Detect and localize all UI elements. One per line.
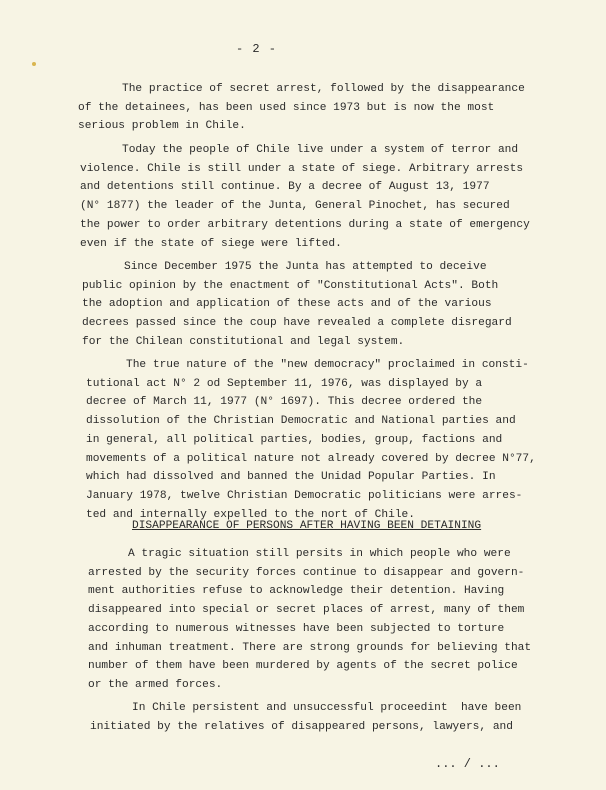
page-number: - 2 - <box>236 42 278 56</box>
paragraph-3 <box>82 258 568 352</box>
text-line: In Chile persistent and unsuccessful proceedint have been <box>132 702 522 714</box>
text-line: Since December 1975 the Junta has attempted to deceive <box>124 261 487 273</box>
paragraph-1 <box>78 80 568 136</box>
paragraph-2 <box>80 141 568 253</box>
text-line: of the detainees, has been used since 1973 but is now the most <box>78 101 495 114</box>
text-line: initiated by the relatives of disappeared persons, lawyers, and <box>90 720 513 733</box>
text-line: The practice of secret arrest, followed by the disappearance <box>122 83 525 95</box>
text-line: the power to order arbitrary detentions during a state of emergency <box>80 218 530 231</box>
paragraph-6 <box>90 699 568 736</box>
text-line: according to numerous witnesses have been subjected to torture <box>88 622 505 635</box>
text-line: or the armed forces. <box>88 678 223 691</box>
margin-mark <box>32 62 36 66</box>
text-line: which had dissolved and banned the Unidad Popular Parties. In <box>86 471 496 484</box>
text-line: for the Chilean constitutional and legal system. <box>82 335 405 348</box>
text-line: disappeared into special or secret places of arrest, many of them <box>88 604 525 617</box>
text-line: decrees passed since the coup have revealed a complete disregard <box>82 317 512 330</box>
text-line: even if the state of siege were lifted. <box>80 237 342 250</box>
text-line: ted and internally expelled to the nort of Chile. <box>86 508 415 521</box>
paragraph-5 <box>88 545 568 695</box>
text-line: January 1978, twelve Christian Democratic politicians were arres- <box>86 489 523 502</box>
continuation-marker: ... / ... <box>435 757 500 771</box>
text-line: Today the people of Chile live under a system of terror and <box>122 144 519 156</box>
text-line: and inhuman treatment. There are strong grounds for believing that <box>88 641 532 654</box>
text-line: the adoption and application of these acts and of the various <box>82 298 492 311</box>
text-line: tutional act N° 2 od September 11, 1976, was displayed by a <box>86 377 483 390</box>
text-line: serious problem in Chile. <box>78 120 246 133</box>
paragraph-4 <box>86 356 568 524</box>
text-line: arrested by the security forces continue to disappear and govern- <box>88 566 525 579</box>
text-line: (N° 1877) the leader of the Junta, General Pinochet, has secured <box>80 200 510 213</box>
text-line: number of them have been murdered by agents of the secret police <box>88 660 518 673</box>
text-line: in general, all political parties, bodies, group, factions and <box>86 433 503 446</box>
text-line: and detentions still continue. By a decree of August 13, 1977 <box>80 181 490 194</box>
text-line: movements of a political nature not already covered by decree N°77, <box>86 452 536 465</box>
section-heading: DISAPPEARANCE OF PERSONS AFTER HAVING BEEN DETAINING <box>132 520 482 532</box>
text-line: ment authorities refuse to acknowledge their detention. Having <box>88 585 505 598</box>
text-line: violence. Chile is still under a state of siege. Arbitrary arrests <box>80 162 524 175</box>
text-line: dissolution of the Christian Democratic and National parties and <box>86 415 516 428</box>
text-line: public opinion by the enactment of "Constitutional Acts". Both <box>82 279 499 292</box>
text-line: The true nature of the "new democracy" proclaimed in consti- <box>126 359 529 371</box>
text-line: decree of March 11, 1977 (N° 1697). This decree ordered the <box>86 396 483 409</box>
text-line: A tragic situation still persits in which people who were <box>128 548 511 560</box>
